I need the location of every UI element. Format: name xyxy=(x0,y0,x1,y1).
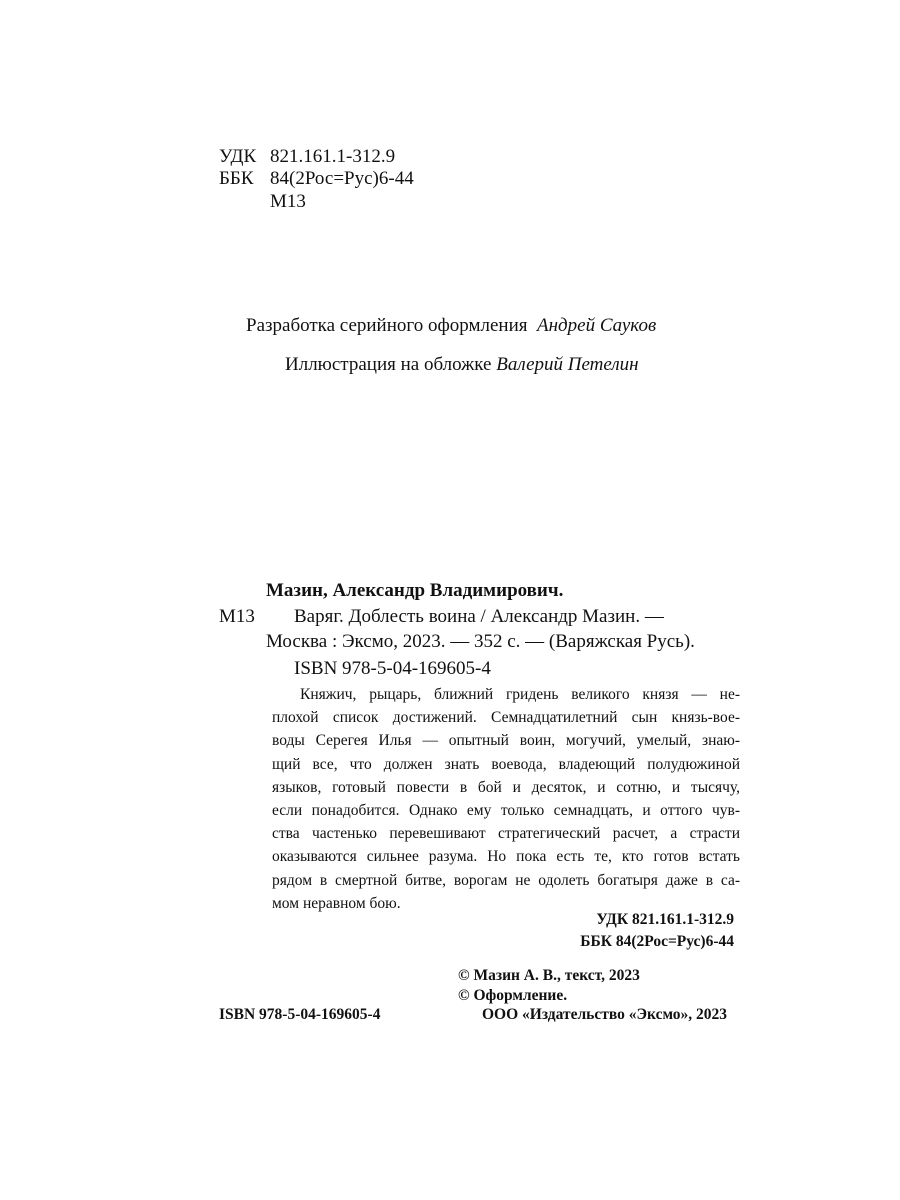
annotation-line: ства частенько перевешивают стратегический расчет, а страсти xyxy=(272,825,740,843)
design-credit xyxy=(246,315,656,337)
card-annotation xyxy=(272,683,740,915)
card-imprint-line: Москва : Эксмо, 2023. — 352 с. — (Варяжская Русь). xyxy=(266,631,695,652)
card-udk-bottom: УДК 821.161.1-312.9 xyxy=(596,911,734,928)
annotation-line: щий все, что должен знать воевода, владеющий полудюжиной xyxy=(272,755,740,773)
cover-credit xyxy=(285,354,639,376)
cover-credit-name: Валерий Петелин xyxy=(496,354,639,375)
bbk-value: 84(2Рос=Рус)6-44 xyxy=(270,168,414,189)
udk-value: 821.161.1-312.9 xyxy=(270,146,396,167)
card-bbk-bottom: ББК 84(2Рос=Рус)6-44 xyxy=(580,933,734,950)
copyright-text: © Мазин А. В., текст, 2023 xyxy=(458,967,640,984)
annotation-line: языков, готовый повести в бой и десяток, и сотню, и тысячу, xyxy=(272,778,740,796)
annotation-line: оказываются сильнее разума. Но пока есть те, кто готов встать xyxy=(272,848,740,866)
publisher-line: ООО «Издательство «Эксмо», 2023 xyxy=(482,1006,728,1023)
card-code: М13 xyxy=(219,606,255,627)
annotation-line: мом неравном бою. xyxy=(272,894,401,912)
design-credit-name: Андрей Сауков xyxy=(537,315,657,336)
card-title-line: Варяг. Доблесть воина / Александр Мазин. — xyxy=(294,606,664,627)
author-mark: М13 xyxy=(270,191,306,212)
udk-label: УДК xyxy=(219,146,257,167)
copyright-design: © Оформление. xyxy=(458,987,568,1004)
annotation-line: рядом в смертной битве, ворогам не одолеть богатыря даже в са- xyxy=(272,871,740,889)
design-credit-label: Разработка серийного оформления xyxy=(246,315,528,336)
footer-isbn: ISBN 978-5-04-169605-4 xyxy=(219,1006,381,1023)
card-isbn: ISBN 978-5-04-169605-4 xyxy=(294,658,491,679)
annotation-line: плохой список достижений. Семнадцатилетний сын князь-вое- xyxy=(272,709,740,727)
annotation-line: если понадобится. Однако ему только семнадцать, и оттого чув- xyxy=(272,802,740,820)
bbk-label: ББК xyxy=(219,168,254,189)
annotation-line: воды Серегея Илья — опытный воин, могучий, умелый, знаю- xyxy=(272,732,740,750)
annotation-line: Княжич, рыцарь, ближний гридень великого князя — не- xyxy=(300,686,740,703)
card-author: Мазин, Александр Владимирович. xyxy=(266,580,564,601)
cover-credit-label: Иллюстрация на обложке xyxy=(285,354,492,375)
